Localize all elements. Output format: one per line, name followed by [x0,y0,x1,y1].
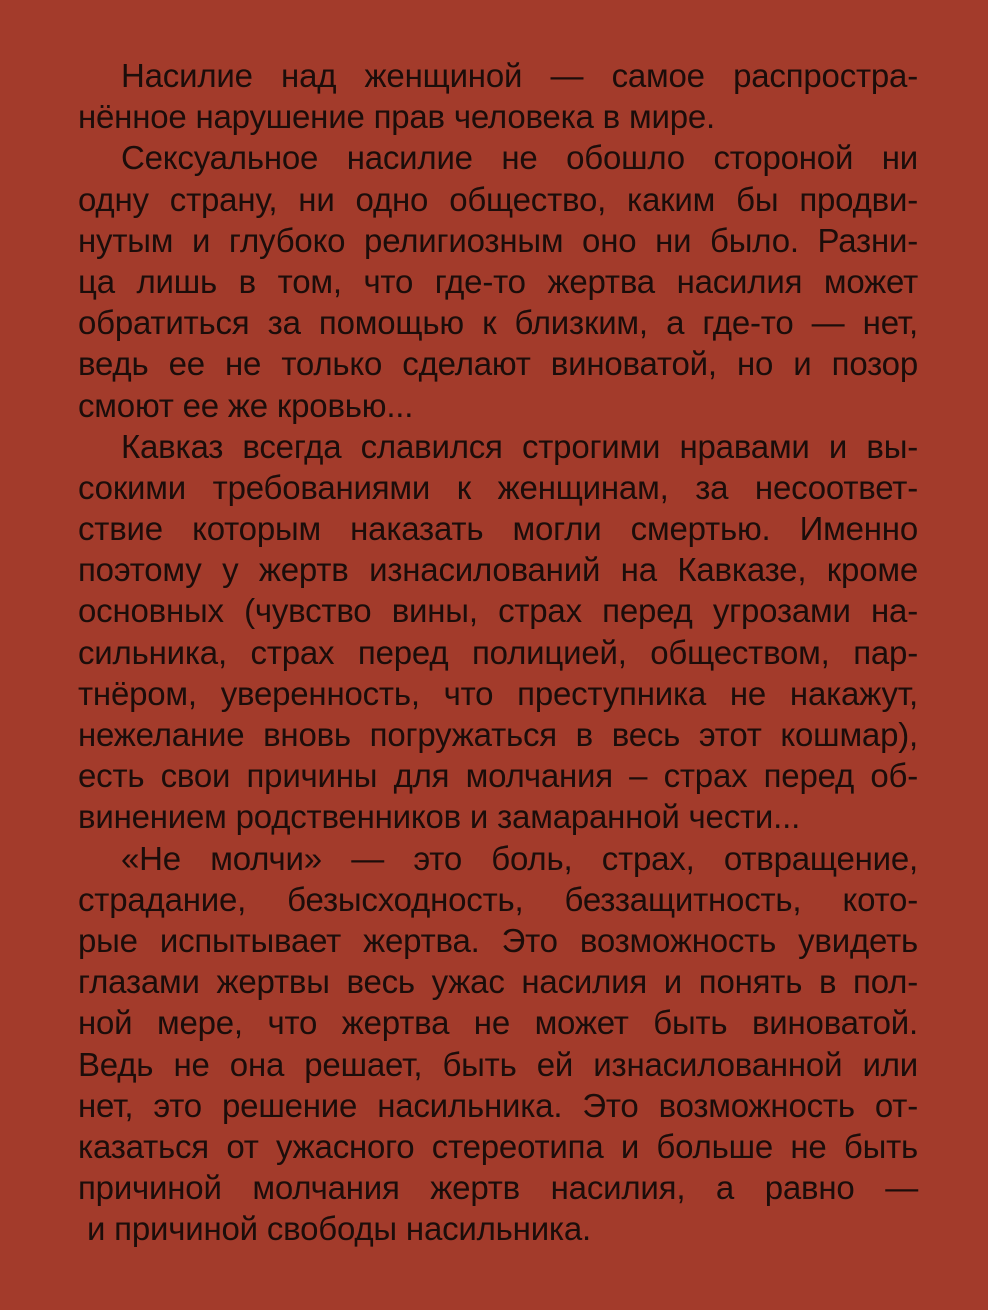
text-line: нежелание вновь погружаться в весь этот кошмар), [78,716,918,753]
text-line: одну страну, ни одно общество, каким бы продви- [78,180,918,218]
text-line: причиной молчания жертв насилия, а равно — [78,1169,918,1207]
text-line: нутым и глубоко религиозным оно ни было. Разни- [78,221,918,259]
text-line: «Не молчи» — это боль, страх, отвращение, [121,839,918,877]
text-line: ной мере, что жертва не может быть виноватой. [78,1004,918,1042]
text-line: ствие которым наказать могли смертью. Именно [78,510,918,548]
text-line: и причиной свободы насильника. [78,1210,592,1248]
text-line: глазами жертвы весь ужас насилия и понять в пол- [78,963,918,1001]
text-line: винением родственников и замаранной чести... [78,798,801,836]
text-line: Насилие над женщиной — самое распростра- [121,57,918,94]
text-line: основных (чувство вины, страх перед угрозами на- [78,592,918,630]
text-line: ведь ее не только сделают виноватой, но и позор [78,345,918,383]
text-line: сильника, страх перед полицией, обществом, пар- [78,633,918,671]
text-line: Сексуальное насилие не обошло стороной ни [121,139,918,177]
text-line: обратиться за помощью к близким, а где-то — нет, [78,304,918,342]
text-line: тнёром, уверенность, что преступника не накажут, [78,674,918,712]
text-line: Ведь не она решает, быть ей изнасилованной или [78,1045,918,1083]
text-line: Кавказ всегда славился строгими нравами и вы- [121,427,918,465]
text-line: смоют ее же кровью... [78,386,414,424]
text-line: сокими требованиями к женщинам, за несоответ- [78,468,918,506]
text-line: нённое нарушение прав человека в мире. [78,98,715,136]
text-line: есть свои причины для молчания – страх перед об- [78,757,918,795]
text-line: страдание, безысходность, беззащитность, кото- [78,880,918,918]
text-line: поэтому у жертв изнасилований на Кавказе, кроме [78,551,918,589]
text-line: казаться от ужасного стереотипа и больше не быть [78,1127,918,1165]
text-line: ца лишь в том, что где-то жертва насилия может [78,262,918,300]
body-text [78,55,918,1249]
text-line: нет, это решение насильника. Это возможность от- [78,1086,918,1124]
text-line: рые испытывает жертва. Это возможность увидеть [78,921,918,959]
